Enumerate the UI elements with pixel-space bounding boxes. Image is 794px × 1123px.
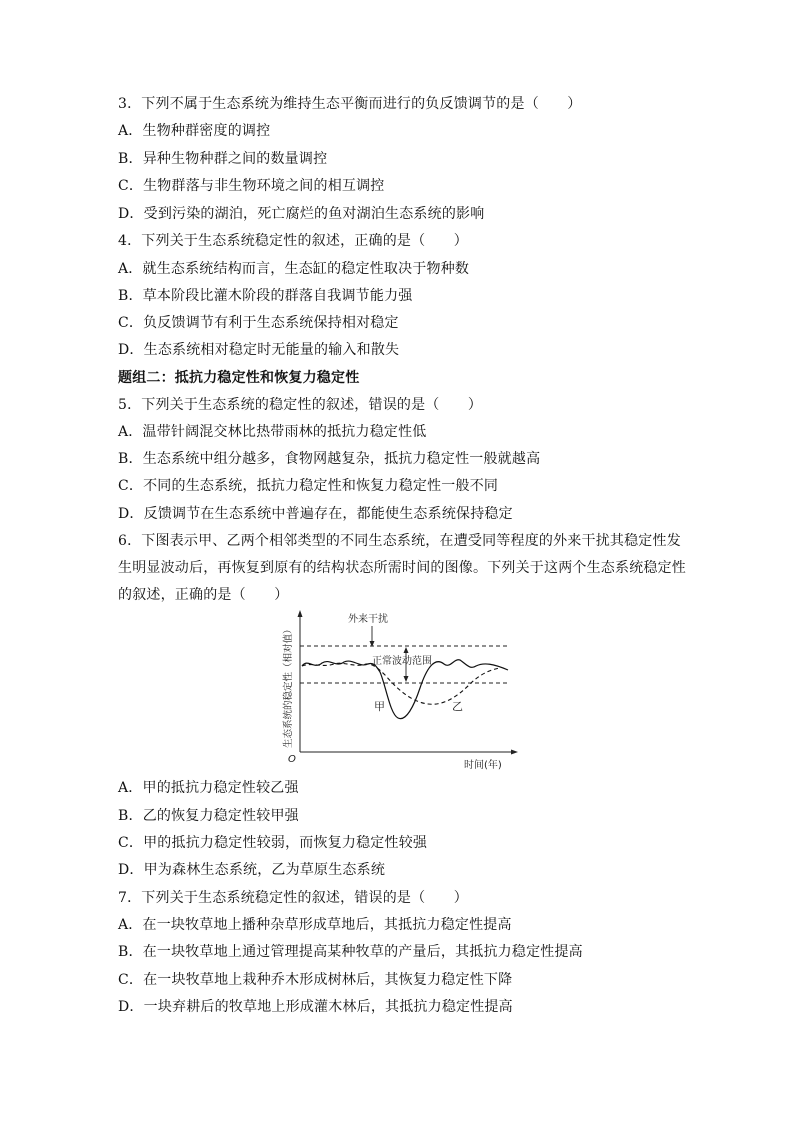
- q3-option-b: B．异种生物种群之间的数量调控: [118, 151, 328, 167]
- q5-option-b: B．生态系统中组分越多，食物网越复杂，抵抗力稳定性一般就越高: [118, 451, 541, 467]
- range-arrow-bottom: [404, 676, 409, 682]
- label-yi: 乙: [452, 700, 463, 713]
- q4-stem: 4．下列关于生态系统稳定性的叙述，正确的是（ ）: [118, 233, 468, 249]
- q5-option-d: D．反馈调节在生态系统中普遍存在，都能使生态系统保持稳定: [118, 506, 513, 522]
- q7-option-d: D．一块弃耕后的牧草地上形成灌木林后，其抵抗力稳定性提高: [118, 999, 513, 1015]
- q6-stem-line-3: 的叙述，正确的是（ ）: [118, 587, 289, 603]
- q4-option-d: D．生态系统相对稳定时无能量的输入和散失: [118, 342, 400, 358]
- q6-option-d: D．甲为森林生态系统，乙为草原生态系统: [118, 862, 386, 878]
- q7-option-a: A．在一块牧草地上播种杂草形成草地后，其抵抗力稳定性提高: [118, 917, 512, 933]
- section-heading: 题组二：抵抗力稳定性和恢复力稳定性: [118, 370, 360, 386]
- x-axis-arrow: [511, 750, 518, 755]
- q3-option-d: D．受到污染的湖泊，死亡腐烂的鱼对湖泊生态系统的影响: [118, 206, 485, 222]
- q5-option-c: C．不同的生态系统，抵抗力稳定性和恢复力稳定性一般不同: [118, 478, 499, 494]
- q3-option-a: A．生物种群密度的调控: [118, 123, 271, 139]
- stability-graph: [268, 606, 518, 776]
- q6-option-b: B．乙的恢复力稳定性较甲强: [118, 808, 299, 824]
- q6-option-c: C．甲的抵抗力稳定性较弱，而恢复力稳定性较强: [118, 835, 428, 851]
- q5-stem: 5．下列关于生态系统的稳定性的叙述，错误的是（ ）: [118, 397, 483, 413]
- stability-figure: [268, 606, 518, 776]
- q6-option-a: A．甲的抵抗力稳定性较乙强: [118, 780, 299, 796]
- label-jia: 甲: [374, 700, 385, 713]
- q5-option-a: A．温带针阔混交林比热带雨林的抵抗力稳定性低: [118, 424, 427, 440]
- q3-option-c: C．生物群落与非生物环境之间的相互调控: [118, 178, 385, 194]
- q7-stem: 7．下列关于生态系统稳定性的叙述，错误的是（ ）: [118, 890, 468, 906]
- q7-option-b: B．在一块牧草地上通过管理提高某种牧草的产量后，其抵抗力稳定性提高: [118, 944, 583, 960]
- q3-stem: 3．下列不属于生态系统为维持生态平衡而进行的负反馈调节的是（ ）: [118, 96, 582, 112]
- y-axis-arrow: [298, 610, 303, 617]
- q4-option-c: C．负反馈调节有利于生态系统保持相对稳定: [118, 315, 399, 331]
- range-arrow-top: [404, 647, 409, 653]
- x-axis-label: 时间(年): [464, 760, 502, 771]
- curve-jia: [302, 660, 508, 719]
- curve-yi: [302, 663, 500, 704]
- y-axis-label: 生态系统的稳定性（相对值）: [283, 624, 294, 748]
- q4-option-b: B．草本阶段比灌木阶段的群落自我调节能力强: [118, 288, 413, 304]
- label-disturbance: 外来干扰: [348, 614, 388, 625]
- origin-label: O: [288, 754, 296, 765]
- q6-stem-line-1: 6．下图表示甲、乙两个相邻类型的不同生态系统，在遭受同等程度的外来干扰其稳定性发: [118, 533, 681, 549]
- q6-stem-line-2: 生明显波动后，再恢复到原有的结构状态所需时间的图像。下列关于这两个生态系统稳定性: [118, 560, 686, 576]
- q7-option-c: C．在一块牧草地上栽种乔木形成树林后，其恢复力稳定性下降: [118, 972, 513, 988]
- label-normal-range: 正常波动范围: [372, 656, 432, 667]
- q4-option-a: A．就生态系统结构而言，生态缸的稳定性取决于物种数: [118, 261, 470, 277]
